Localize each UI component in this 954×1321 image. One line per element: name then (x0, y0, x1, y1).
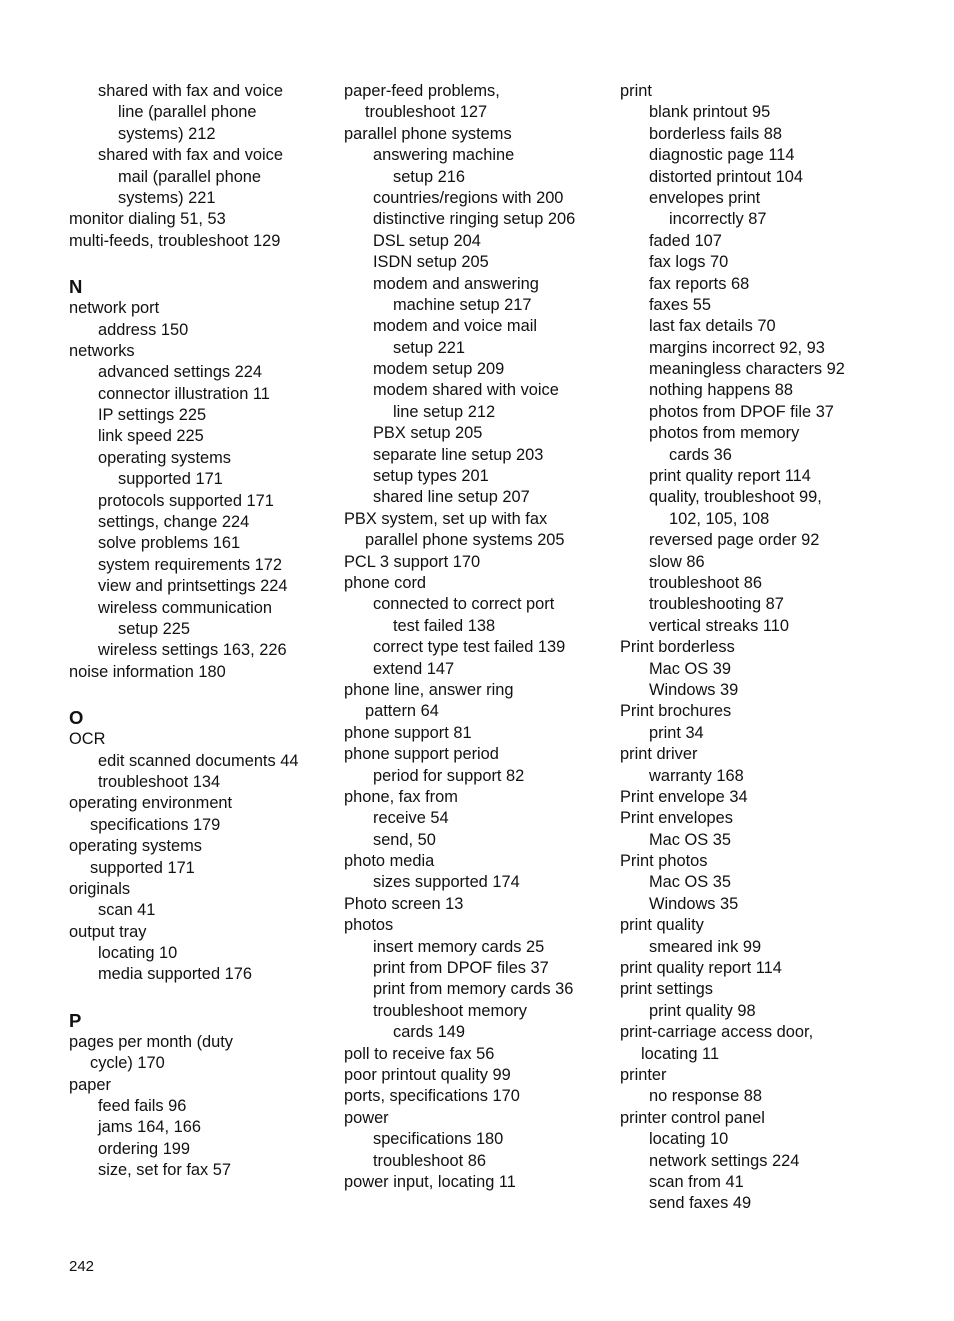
index-subentry: modem setup 209 (373, 360, 505, 379)
index-entry: paper-feed problems, (344, 82, 500, 100)
index-entry: power (344, 1108, 389, 1127)
index-column-3 (620, 81, 900, 1215)
index-subentry-continuation: setup 216 (393, 167, 465, 186)
index-column-1 (69, 81, 339, 1182)
index-subentry: receive 54 (373, 809, 449, 828)
page-number: 242 (69, 1258, 95, 1275)
index-entry: operating systems (69, 837, 203, 856)
index-subentry: warranty 168 (649, 766, 744, 785)
index-entry: print-carriage access door, (620, 1023, 814, 1042)
index-subentry: print from memory cards 36 (373, 980, 574, 999)
index-subentry: no response 88 (649, 1087, 762, 1106)
index-column-2 (344, 81, 614, 1193)
index-subentry: troubleshooting 87 (649, 595, 784, 614)
index-entry: Print envelope 34 (620, 787, 748, 806)
index-subentry: jams 164, 166 (98, 1118, 201, 1137)
index-subentry: size, set for fax 57 (98, 1161, 232, 1180)
index-entry-continuation: pattern 64 (365, 702, 439, 721)
index-subentry-continuation: incorrectly 87 (669, 210, 767, 229)
index-entry: Print envelopes (620, 809, 733, 828)
index-subentry: view and printsettings 224 (98, 577, 288, 596)
index-entry: PCL 3 support 170 (344, 552, 481, 571)
index-subentry: feed fails 96 (98, 1097, 187, 1116)
index-subentry: borderless fails 88 (649, 124, 783, 143)
index-entry: phone cord (344, 573, 427, 592)
index-subentry: insert memory cards 25 (373, 937, 545, 956)
index-subentry-continuation: 102, 105, 108 (669, 509, 770, 528)
index-subentry: edit scanned documents 44 (98, 751, 299, 770)
index-subentry: scan from 41 (649, 1172, 744, 1191)
index-entry: phone, fax from (344, 787, 458, 806)
index-subentry: print from DPOF files 37 (373, 959, 549, 978)
index-entry: originals (69, 879, 131, 898)
index-subentry: PBX setup 205 (373, 424, 483, 443)
index-subentry: shared line setup 207 (373, 488, 530, 507)
index-subentry: quality, troubleshoot 99, (649, 488, 822, 507)
index-entry: print driver (620, 745, 698, 764)
index-subentry: blank printout 95 (649, 103, 771, 122)
index-subentry: last fax details 70 (649, 317, 776, 336)
index-subentry: diagnostic page 114 (649, 146, 795, 165)
index-subentry: Mac OS 39 (649, 659, 731, 678)
index-subentry-continuation: setup 221 (393, 338, 465, 357)
index-entry: ports, specifications 170 (344, 1087, 520, 1106)
index-entry: print quality (620, 916, 704, 935)
index-subentry: faded 107 (649, 231, 722, 250)
index-entry: poor printout quality 99 (344, 1065, 511, 1084)
index-entry-continuation: specifications 179 (90, 815, 221, 834)
index-subentry: print quality 98 (649, 1001, 756, 1020)
index-subentry: extend 147 (373, 659, 455, 678)
section-gap (69, 986, 339, 1010)
index-entry: monitor dialing 51, 53 (69, 210, 226, 229)
index-subentry: media supported 176 (98, 965, 252, 984)
index-entry: operating environment (69, 794, 233, 813)
index-entry: phone support 81 (344, 723, 472, 742)
index-subentry: scan 41 (98, 901, 156, 920)
index-subentry-continuation: machine setup 217 (393, 295, 532, 314)
index-entry: phone support period (344, 745, 499, 764)
index-subentry: meaningless characters 92 (649, 360, 845, 379)
index-entry: Print borderless (620, 638, 735, 657)
index-entry: photo media (344, 852, 435, 871)
index-subentry: troubleshoot 134 (98, 772, 221, 791)
index-entry: noise information 180 (69, 662, 226, 681)
index-entry-continuation: troubleshoot 127 (365, 103, 488, 122)
index-subentry: Mac OS 35 (649, 830, 731, 849)
index-entry: print quality report 114 (620, 959, 782, 978)
index-entry: photos (344, 916, 394, 935)
index-entry: networks (69, 341, 135, 360)
index-entry: printer (620, 1065, 667, 1084)
index-subentry-continuation: setup 225 (118, 619, 190, 638)
index-subentry: network settings 224 (649, 1151, 800, 1170)
index-subentry: troubleshoot 86 (373, 1151, 486, 1170)
index-entry: Print brochures (620, 702, 732, 721)
index-entry: printer control panel (620, 1108, 765, 1127)
index-subentry: faxes 55 (649, 295, 711, 314)
section-gap (69, 252, 339, 276)
index-subentry: Windows 39 (649, 680, 739, 699)
index-subentry: slow 86 (649, 552, 705, 571)
index-subentry: setup types 201 (373, 467, 489, 486)
index-subentry-continuation: line setup 212 (393, 402, 496, 421)
index-subentry: connector illustration 11 (98, 384, 270, 403)
index-subentry: system requirements 172 (98, 555, 283, 574)
index-subentry: operating systems (98, 448, 232, 467)
index-subentry: photos from memory (649, 424, 800, 443)
index-subentry: locating 10 (98, 944, 178, 963)
index-subentry: advanced settings 224 (98, 363, 263, 382)
index-subentry: link speed 225 (98, 427, 204, 446)
index-subentry: solve problems 161 (98, 534, 241, 553)
index-subentry: modem and answering (373, 274, 539, 293)
index-subentry: separate line setup 203 (373, 445, 544, 464)
index-subentry: shared with fax and voice (98, 146, 283, 165)
index-subentry: wireless communication (98, 598, 272, 617)
index-subentry-continuation: systems) 221 (118, 188, 216, 207)
index-subentry: envelopes print (649, 188, 761, 207)
index-subentry: photos from DPOF file 37 (649, 402, 834, 421)
index-entry: poll to receive fax 56 (344, 1044, 495, 1063)
index-entry: pages per month (duty (69, 1032, 234, 1051)
index-subentry: connected to correct port (373, 595, 555, 614)
index-subentry: Windows 35 (649, 894, 739, 913)
index-subentry: modem shared with voice (373, 381, 559, 400)
index-subentry: send, 50 (373, 830, 436, 849)
index-subentry: period for support 82 (373, 766, 525, 785)
index-subentry: modem and voice mail (373, 317, 537, 336)
index-entry: network port (69, 299, 160, 318)
index-entry-continuation: locating 11 (641, 1044, 720, 1063)
index-subentry-continuation: mail (parallel phone (118, 167, 262, 186)
index-subentry: answering machine (373, 146, 515, 165)
index-entry-continuation: cycle) 170 (90, 1054, 165, 1073)
index-subentry-continuation: supported 171 (118, 470, 223, 489)
index-entry: parallel phone systems (344, 124, 512, 143)
index-entry: multi-feeds, troubleshoot 129 (69, 231, 281, 250)
index-subentry: margins incorrect 92, 93 (649, 338, 825, 357)
index-subentry-continuation: test failed 138 (393, 616, 496, 635)
index-entry: paper (69, 1075, 111, 1094)
index-subentry: ordering 199 (98, 1139, 191, 1158)
index-subentry: DSL setup 204 (373, 231, 481, 250)
index-entry-continuation: supported 171 (90, 858, 195, 877)
index-subentry: smeared ink 99 (649, 937, 762, 956)
index-entry: print settings (620, 980, 713, 999)
index-subentry: wireless settings 163, 226 (98, 641, 287, 660)
index-subentry: correct type test failed 139 (373, 638, 566, 657)
index-entry: PBX system, set up with fax (344, 509, 548, 528)
index-subentry: shared with fax and voice (98, 82, 283, 100)
index-subentry: send faxes 49 (649, 1194, 752, 1213)
index-subentry: Mac OS 35 (649, 873, 731, 892)
index-subentry: settings, change 224 (98, 513, 250, 532)
index-subentry: troubleshoot memory (373, 1001, 527, 1020)
index-subentry: sizes supported 174 (373, 873, 520, 892)
index-subentry: reversed page order 92 (649, 531, 820, 550)
index-subentry: troubleshoot 86 (649, 573, 762, 592)
index-entry: OCR (69, 730, 106, 749)
section-letter-heading: O (69, 707, 84, 729)
index-subentry: nothing happens 88 (649, 381, 794, 400)
index-entry-continuation: parallel phone systems 205 (365, 531, 565, 550)
index-subentry: IP settings 225 (98, 406, 207, 425)
index-subentry: protocols supported 171 (98, 491, 274, 510)
index-entry: print (620, 82, 652, 100)
index-entry: Print photos (620, 852, 708, 871)
section-letter-heading: N (69, 276, 83, 298)
index-subentry-continuation: cards 36 (669, 445, 732, 464)
index-subentry: specifications 180 (373, 1130, 504, 1149)
index-subentry: fax logs 70 (649, 253, 729, 272)
section-gap (69, 683, 339, 707)
index-subentry-continuation: cards 149 (393, 1023, 465, 1042)
index-subentry-continuation: line (parallel phone (118, 103, 257, 122)
index-subentry: distinctive ringing setup 206 (373, 210, 576, 229)
index-subentry: distorted printout 104 (649, 167, 803, 186)
index-subentry: address 150 (98, 320, 189, 339)
index-subentry: print 34 (649, 723, 704, 742)
index-subentry: vertical streaks 110 (649, 616, 789, 635)
index-entry: Photo screen 13 (344, 894, 464, 913)
index-subentry: ISDN setup 205 (373, 253, 489, 272)
index-entry: output tray (69, 922, 147, 941)
index-subentry-continuation: systems) 212 (118, 124, 216, 143)
index-subentry: countries/regions with 200 (373, 188, 564, 207)
index-subentry: fax reports 68 (649, 274, 750, 293)
index-entry: phone line, answer ring (344, 680, 514, 699)
section-letter-heading: P (69, 1009, 82, 1031)
index-entry: power input, locating 11 (344, 1172, 516, 1191)
index-subentry: locating 10 (649, 1130, 729, 1149)
index-subentry: print quality report 114 (649, 467, 811, 486)
